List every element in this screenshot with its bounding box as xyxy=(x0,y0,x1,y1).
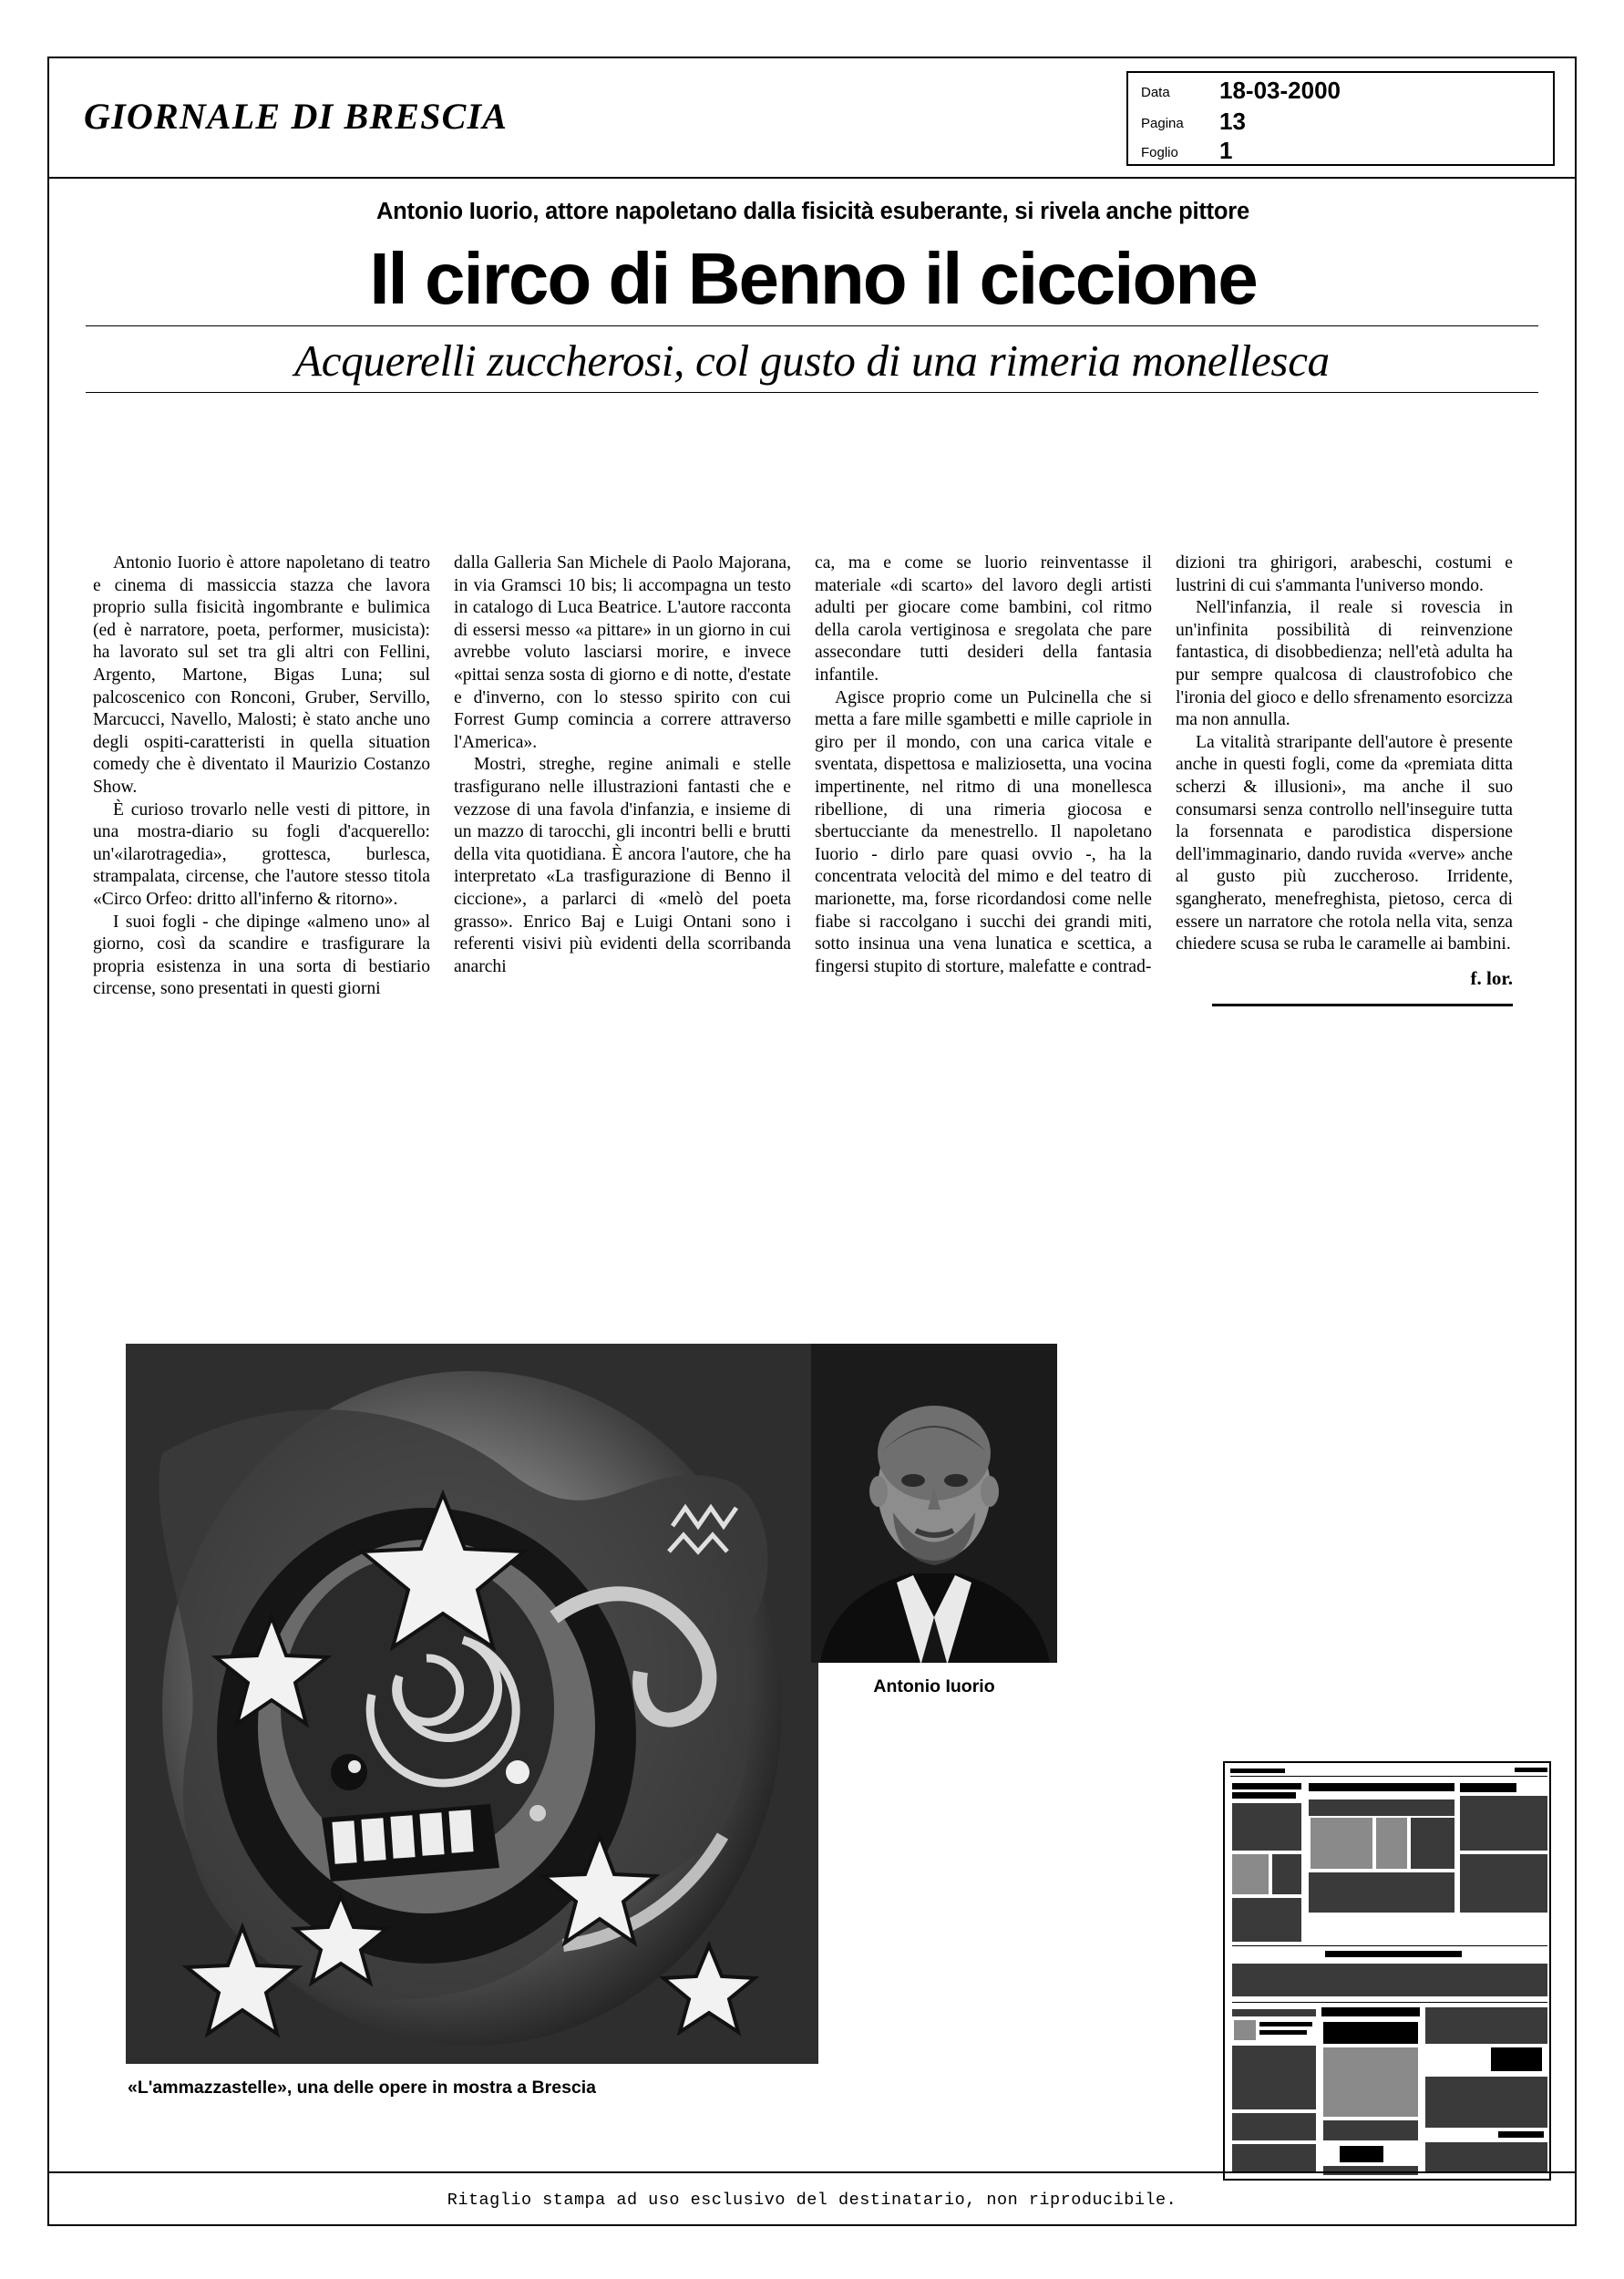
thumb-rule xyxy=(1232,2002,1547,2003)
meta-label-foglio: Foglio xyxy=(1141,145,1178,160)
thumb-photo xyxy=(1232,1854,1269,1894)
headline-block xyxy=(49,179,1575,393)
paragraph: Nell'infanzia, il reale si rovescia in un'infinita possibilità di reinvenzione fantastica, di disobbedienza; nell'età adulta ha pur sempre qualcosa di claustrofobico che l'ironia del gioco e dello sfrenamento esorcizza ma non annulla. xyxy=(1176,598,1513,730)
thumb-text-block xyxy=(1232,1964,1547,1996)
paragraph: Agisce proprio come un Pulcinella che si metta a fare mille sgambetti e mille capriole in giro per il mondo, con una carica vitale e sventata, dispettosa e maliziosetta, una vocina impertinente, nel ritmo di una monellesca ribellione, di una rimeria giocosa e sbertucciante da menestrello. Il napoletano Iuorio - dirlo pare quasi ovvio -, ha la concentrata velocità del mimo e del teatro di marionette, ma, forse ricordandosi come nelle fiabe si raccolgano i succhi dei grandi miti, sotto insinua una vena lunatica e scettica, a fingersi stupito di storture, malefatte e contrad- xyxy=(815,687,1152,976)
meta-value-data: 18-03-2000 xyxy=(1219,77,1341,104)
subhead-divider xyxy=(86,392,1538,393)
meta-value-pagina: 13 xyxy=(1219,108,1246,135)
page-thumbnail xyxy=(1223,1761,1551,2181)
article-column-1 xyxy=(93,552,430,1006)
meta-row-data xyxy=(1128,77,1553,108)
thumb-rule xyxy=(1232,1945,1547,1946)
article-column-2 xyxy=(454,552,791,1006)
thumb-article-artwork xyxy=(1311,1818,1372,1869)
paragraph: ca, ma e come se luorio reinventasse il materiale «di scarto» del lavoro degli artisti adulti per giocare come bambini, col ritmo della carola vertiginosa e sregolata che pare assecondare tutti desideri della fantasia infantile. xyxy=(815,553,1152,685)
thumb-promo-photo xyxy=(1323,2047,1418,2117)
meta-value-foglio: 1 xyxy=(1219,137,1233,164)
article-subhead: Acquerelli zuccherosi, col gusto di una rimeria monellesca xyxy=(294,335,1330,386)
paragraph: Antonio Iuorio è attore napoletano di teatro e cinema di massiccia stazza che lavora proprio sulla fisicità ingombrante e bulimica (ed è narratore, poeta, performer, musicista): ha lavorato sul set tra gli altri con Fellini, Argento, Martone, Bigas Luna; sul palcoscenico con Ronconi, Gruber, Servillo, Marcucci, Navello, Malosti; è stato anche uno degli ospiti-caratteristi in quella situation comedy che è diventato il Maurizio Costanzo Show. xyxy=(93,553,430,797)
thumb-text-block xyxy=(1460,1796,1547,1851)
newspaper-title: GIORNALE DI BRESCIA xyxy=(84,96,509,137)
article-headline: Il circo di Benno il ciccione xyxy=(369,238,1257,319)
thumb-lead-headline-2 xyxy=(1232,1792,1296,1799)
article-column-3 xyxy=(815,552,1152,1006)
thumb-side-headline xyxy=(1460,1783,1516,1792)
masthead xyxy=(49,58,1575,179)
headline-divider xyxy=(86,325,1538,326)
meta-box xyxy=(1126,71,1555,166)
meta-label-data: Data xyxy=(1141,85,1170,100)
footer-notice: Ritaglio stampa ad uso esclusivo del destinatario, non riproducibile. xyxy=(447,2191,1177,2210)
thumb-lead-headline xyxy=(1232,1783,1301,1789)
column-end-rule xyxy=(1212,1004,1513,1006)
thumb-article-headline xyxy=(1309,1783,1454,1791)
article-kicker: Antonio Iuorio, attore napoletano dalla fisicità esuberante, si rivela anche pittore xyxy=(375,199,1250,224)
thumb-text-block xyxy=(1323,2120,1418,2140)
thumb-text-block xyxy=(1425,2077,1547,2128)
thumb-text-block xyxy=(1323,2166,1418,2175)
thumb-text-block xyxy=(1411,1818,1454,1869)
thumb-text-block xyxy=(1232,2046,1316,2109)
thumb-text-block xyxy=(1425,2007,1547,2044)
footer-divider xyxy=(49,2171,1575,2173)
thumb-text-block xyxy=(1309,1872,1454,1913)
thumb-ad-logo xyxy=(1234,2020,1256,2040)
thumb-ad-title-2 xyxy=(1259,2030,1307,2035)
portrait-photo xyxy=(811,1344,1057,1663)
thumb-spacer xyxy=(1321,2018,1420,2020)
thumb-masthead-bar xyxy=(1230,1769,1285,1773)
artwork-illustration xyxy=(126,1344,818,2064)
thumb-promo-word xyxy=(1323,2022,1418,2044)
artwork-caption: «L'ammazzastelle», una delle opere in mostra a Brescia xyxy=(128,2078,597,2098)
portrait-caption: Antonio Iuorio xyxy=(873,1676,995,1696)
thumb-text-block xyxy=(1425,2142,1547,2173)
meta-row-pagina xyxy=(1128,108,1553,139)
thumb-price-box xyxy=(1340,2146,1383,2162)
thumb-ad-graphic xyxy=(1491,2047,1542,2071)
paragraph: dizioni tra ghirigori, arabeschi, costumi e lustrini di cui s'ammanta l'universo mondo. xyxy=(1176,553,1513,595)
thumb-rule xyxy=(1230,1776,1547,1777)
article-column-4 xyxy=(1176,552,1513,1006)
thumb-ad-footer xyxy=(1498,2131,1544,2138)
thumb-text-block xyxy=(1309,1799,1454,1816)
thumb-promo-title xyxy=(1321,2007,1420,2016)
thumb-band-headline xyxy=(1325,1951,1462,1957)
paragraph: I suoi fogli - che dipinge «almeno uno» al giorno, così da scandire e trasfigurare la propria esistenza in una sorta di bestiario circense, sono presentati in questi giorni xyxy=(93,912,430,999)
thumb-ad-header xyxy=(1232,2009,1316,2016)
article-body xyxy=(93,552,1535,1006)
thumb-text-block xyxy=(1232,1898,1301,1942)
thumb-text-block xyxy=(1460,1854,1547,1913)
thumb-article-portrait xyxy=(1376,1818,1407,1869)
thumb-ad-title xyxy=(1259,2022,1312,2026)
paragraph: Mostri, streghe, regine animali e stelle trasfigurano nelle illustrazioni fantasti che e vezzose di una favola d'infanzia, e insieme di un mazzo di tarocchi, gli incontri belli e brutti della vita quotidiana. È ancora l'autore, che ha interpretato «La trasfigurazione di Benno il ciccione», a parlarci di «melò del poeta grasso». Enrico Baj e Luigi Ontani sono i referenti visivi più evidenti della scorribanda anarchi xyxy=(454,755,791,976)
paragraph: È curioso trovarlo nelle vesti di pittore, in una mostra-diario su fogli d'acquerello: un'«ilarotragedia», grottesca, burlesca, strampalata, circense, che l'autore stesso titola «Circo Orfeo: dritto all'inferno & ritorno». xyxy=(93,799,430,909)
thumb-text-block xyxy=(1232,2144,1316,2173)
artwork-image xyxy=(126,1344,818,2064)
article-signature: f. lor. xyxy=(1470,966,1513,989)
meta-row-foglio xyxy=(1128,137,1553,168)
thumb-text-block xyxy=(1232,2113,1316,2140)
thumb-text-block xyxy=(1232,1803,1301,1851)
meta-label-pagina: Pagina xyxy=(1141,116,1184,131)
thumb-text-block xyxy=(1272,1854,1301,1894)
portrait-image xyxy=(811,1344,1057,1663)
clipping-frame xyxy=(47,57,1577,2226)
thumb-page-number-bar xyxy=(1515,1768,1547,1772)
paragraph: La vitalità straripante dell'autore è presente anche in questi fogli, come da «premiata ditta scherzi & illusioni», ma anche il suo consumarsi senza controllo nell'inseguire tutta la forsennata e parodistica dispersione dell'immaginario, dando ruvida «verve» anche al gusto più zuccheroso. Irridente, sgangherato, menefreghista, pietoso, cerca di essere un narratore che rotola nella vita, senza chiedere scusa se ruba le caramelle ai bambini. xyxy=(1176,732,1513,954)
paragraph: dalla Galleria San Michele di Paolo Majorana, in via Gramsci 10 bis; li accompagna un testo in catalogo di Luca Beatrice. L'autore racconta di essersi messo «a pittare» in un giorno in cui avrebbe voluto lasciarsi morire, e invece «pittai senza sosta di giorno e di notte, d'estate e d'inverno, con lo stesso spirito con cui Forrest Gump comincia a correre attraverso l'America». xyxy=(454,553,791,752)
